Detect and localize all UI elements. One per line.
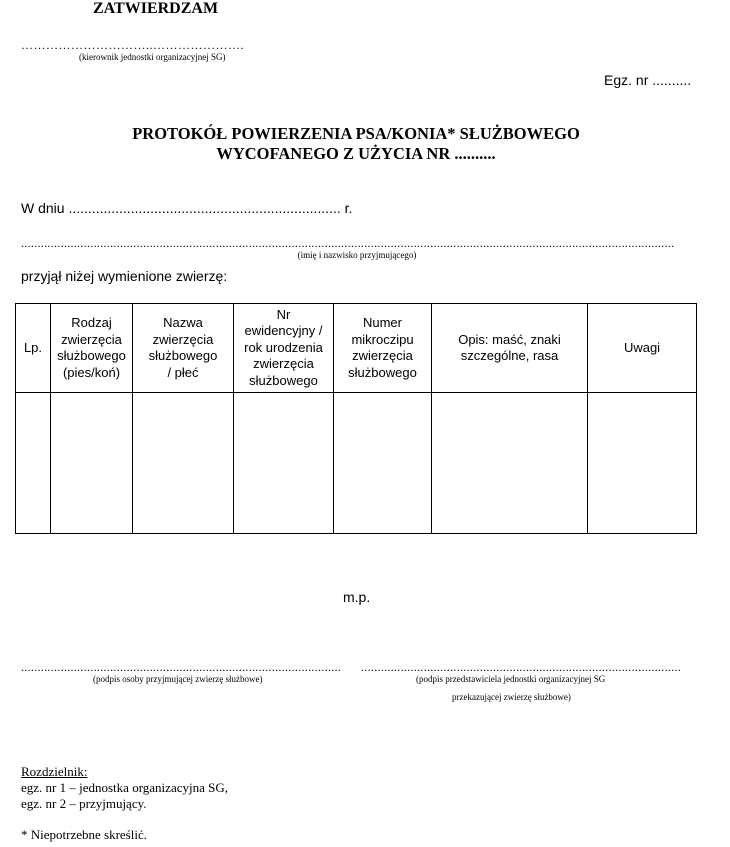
distribution-item-1: egz. nr 1 – jednostka organizacyjna SG, xyxy=(21,780,228,795)
approver-caption: (kierownik jednostki organizacyjnej SG) xyxy=(79,52,226,62)
unit-representative-caption-2: przekazującej zwierzę służbowe) xyxy=(452,692,571,702)
title-line-2: WYCOFANEGO Z UŻYCIA NR .......... xyxy=(216,144,496,163)
unit-representative-caption-1: (podpis przedstawiciela jednostki organizacyjnej SG xyxy=(416,674,606,684)
column-header-animal-name: Nazwa zwierzęcia służbowego / płeć xyxy=(133,304,234,393)
recipient-name-field[interactable]: ...................................................................................................................................................................................................... xyxy=(21,236,675,250)
column-header-registry-number: Nr ewidencyjny / rok urodzenia zwierzęcia służbowego xyxy=(234,304,334,393)
recipient-caption: (imię i nazwisko przyjmującego) xyxy=(297,250,417,260)
cell-registry-number[interactable] xyxy=(234,393,334,534)
copy-number: Egz. nr .......... xyxy=(604,72,692,88)
table-row xyxy=(16,393,697,534)
intro-text: przyjął niżej wymienione zwierzę: xyxy=(21,268,228,284)
stamp-place: m.p. xyxy=(343,589,371,605)
cell-animal-type[interactable] xyxy=(51,393,133,534)
recipient-signature-caption: (podpis osoby przyjmującej zwierzę służbowe) xyxy=(93,674,263,684)
cell-lp[interactable] xyxy=(16,393,51,534)
footnote: * Niepotrzebne skreślić. xyxy=(21,827,147,842)
column-header-lp: Lp. xyxy=(16,304,51,393)
table-header-row xyxy=(16,304,697,393)
column-header-animal-type: Rodzaj zwierzęcia służbowego (pies/koń) xyxy=(51,304,133,393)
column-header-remarks: Uwagi xyxy=(588,304,697,393)
approve-heading: ZATWIERDZAM xyxy=(93,0,219,17)
cell-remarks[interactable] xyxy=(588,393,697,534)
distribution-item-2: egz. nr 2 – przyjmujący. xyxy=(21,796,147,811)
approver-signature-line[interactable]: …………………………..…………………. xyxy=(21,38,244,52)
distribution-heading: Rozdzielnik: xyxy=(21,764,88,779)
date-field[interactable]: W dniu ...................................................................... r. xyxy=(21,200,353,216)
title-line-1: PROTOKÓŁ POWIERZENIA PSA/KONIA* SŁUŻBOWEGO xyxy=(132,124,580,143)
document-title xyxy=(0,124,712,164)
cell-microchip[interactable] xyxy=(334,393,432,534)
animals-table xyxy=(15,303,697,534)
column-header-description: Opis: maść, znaki szczególne, rasa xyxy=(432,304,588,393)
cell-description[interactable] xyxy=(432,393,588,534)
unit-representative-signature-line[interactable]: ................................................................................................. xyxy=(361,660,682,674)
column-header-microchip: Numer mikroczipu zwierzęcia służbowego xyxy=(334,304,432,393)
recipient-signature-line[interactable]: ................................................................................................. xyxy=(21,660,342,674)
cell-animal-name[interactable] xyxy=(133,393,234,534)
